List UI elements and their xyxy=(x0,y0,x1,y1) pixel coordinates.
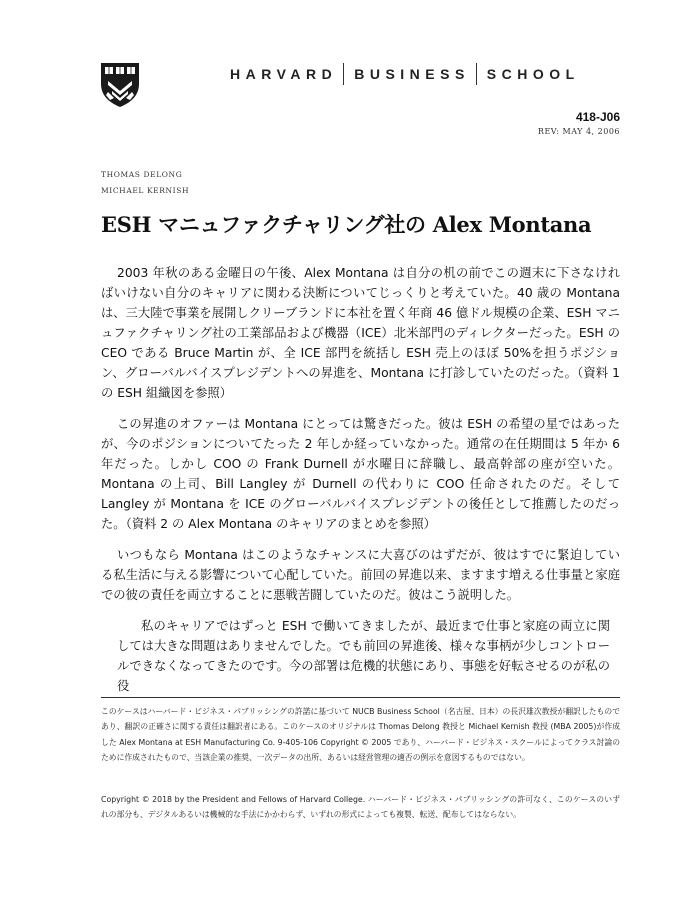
copyright-footnote: Copyright © 2018 by the President and Fellows of Harvard College. ハーバード・ビジネス・パブリッシングの許可なく、このケースのいずれの部分も、デジタルあるいは機械的な手法にかかわらず、いずれの形式によっても複製、転送、配布してはならない。 xyxy=(101,795,620,820)
masthead-divider xyxy=(343,63,344,85)
body-paragraph: いつもなら Montana はこのようなチャンスに大喜びのはずだが、彼はすでに緊迫している私生活に与える影響について心配していた。前回の昇進以来、ますます増える仕事量と家庭での彼の責任を両立することに悪戦苦闘していたのだ。彼はこう説明した。 xyxy=(101,548,620,602)
translation-footnote: このケースはハーバード・ビジネス・パブリッシングの許諾に基づいて NUCB Business School（名古屋、日本）の長沢雄次教授が翻訳したものであり、翻訳の正確さに関する責任は翻訳者にある。このケースのオリジナルは Thomas Delong 教授と Michael Kernish 教授 (MBA 2005)が作成した Alex Montana at ESH Manufacturing Co. 9-405-106 Copyright © 2005 であり、ハーバード・ビジネス・スクールによってクラス討論のために作成されたもので、当該企業の推奨、一次データの出所、あるいは経営管理の適否の例示を意図するものではない。 xyxy=(101,707,620,763)
masthead-word-harvard: HARVARD xyxy=(230,66,338,82)
body-paragraph: この昇進のオファーは Montana にとっては驚きだった。彼は ESH の希望の星ではあったが、今のポジションについてたった 2 年しか経っていなかった。通常の在任期間は 5 年か 6 年だった。しかし COO の Frank Durnell が水曜日に辞職し、最高幹部の座が空いた。Montana の上司、Bill Langley が Durnell の代わりに COO 任命されたのだ。そして Langley が Montana を ICE のグローバルバイスプレジデントの後任として推薦したのだった。（資料 2 の Alex Montana のキャリアのまとめを参照） xyxy=(101,417,620,531)
body-paragraph: 2003 年秋のある金曜日の午後、Alex Montana は自分の机の前でこの週末に下さなければいけない自分のキャリアに関わる決断についてじっくりと考えていた。40 歳の Montana は、三大陸で事業を展開しクリーブランドに本社を置く年商 46 億ドル規模の企業、ESH マニュファクチャリング社の工業部品および機器（ICE）北米部門のディレクターだった。ESH の CEO である Bruce Martin が、全 ICE 部門を統括し ESH 売上のほぼ 50%を担うポジション、グローバルバイスプレジデントへの昇進を、Montana に打診していたのだった。（資料 1 の ESH 組織図を参照） xyxy=(101,266,620,400)
hbs-masthead xyxy=(230,63,620,85)
case-body xyxy=(101,263,620,696)
masthead-divider xyxy=(476,63,477,85)
revision-date: REV: MAY 4, 2006 xyxy=(537,127,620,136)
masthead-word-business: BUSINESS xyxy=(354,66,470,82)
block-quote: 私のキャリアではずっと ESH で働いてきましたが、最近まで仕事と家庭の両立に関しては大きな問題はありませんでした。でも前回の昇進後、様々な事柄が少しコントロールできなくなってきたのです。今の部署は危機的状態にあり、事態を好転させるのが私の役 xyxy=(117,619,610,693)
case-number: 418-J06 xyxy=(575,110,620,124)
author-list xyxy=(101,167,189,199)
harvard-shield-icon xyxy=(100,62,140,108)
author-name: MICHAEL KERNISH xyxy=(101,186,190,195)
case-title: ESH マニュファクチャリング社の Alex Montana xyxy=(101,212,592,237)
author-name: THOMAS DELONG xyxy=(101,170,183,179)
masthead-word-school: SCHOOL xyxy=(486,66,580,82)
footnote-divider xyxy=(101,697,620,698)
